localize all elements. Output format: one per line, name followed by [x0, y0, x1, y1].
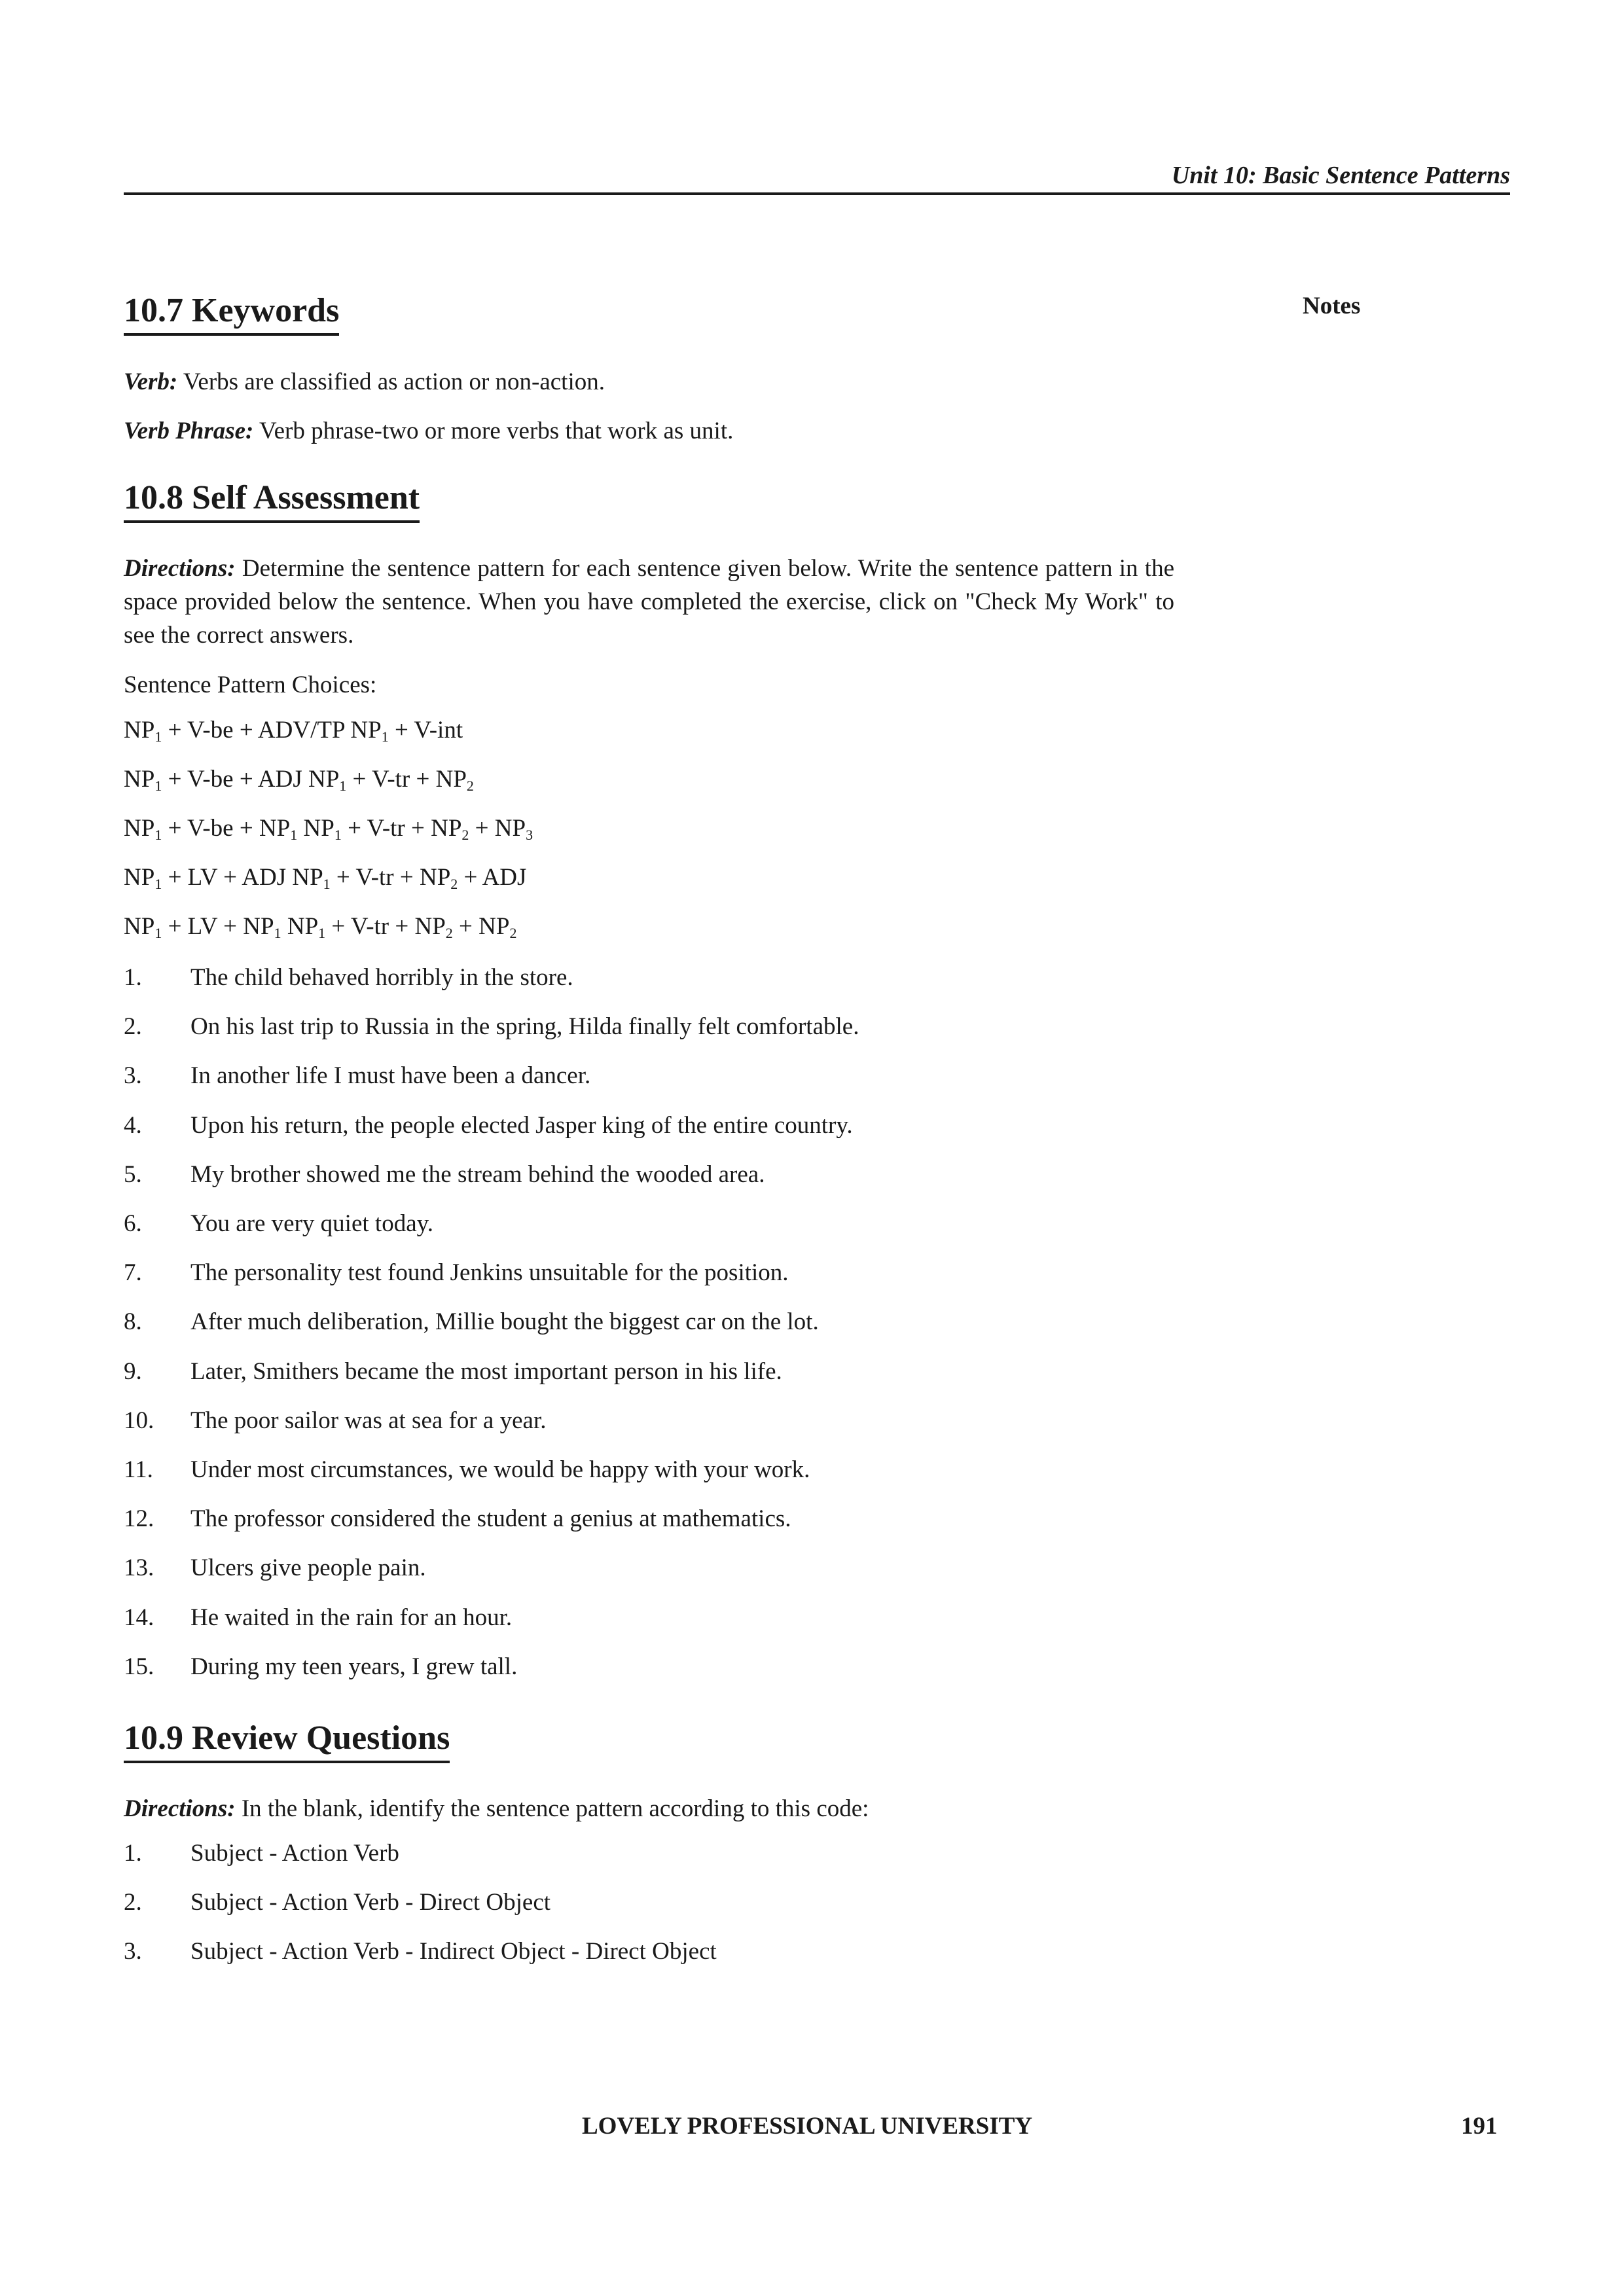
pattern-text: + ADJ: [458, 864, 527, 891]
keyword-verb-phrase: [124, 414, 1174, 448]
sentence-item: [124, 1162, 765, 1187]
item-number: 13.: [124, 1554, 154, 1582]
pattern-choice: [124, 815, 533, 843]
sentence-item: [124, 1310, 819, 1334]
pattern-subscript: 1: [154, 827, 162, 843]
sentence-item: [124, 1655, 517, 1679]
pattern-text: NP: [297, 815, 334, 842]
pattern-text: + V-tr + NP: [346, 766, 467, 793]
keyword-term: Verb Phrase:: [124, 418, 254, 444]
item-text: Later, Smithers became the most important person in his life.: [190, 1357, 782, 1385]
item-number: 15.: [124, 1653, 154, 1680]
item-text: You are very quiet today.: [190, 1210, 433, 1237]
pattern-subscript: 2: [461, 827, 469, 843]
pattern-text: + V-be + ADJ NP: [162, 766, 340, 793]
item-text: The professor considered the student a genius at mathematics.: [190, 1505, 791, 1533]
item-text: After much deliberation, Millie bought the biggest car on the lot.: [190, 1308, 819, 1336]
sentence-item: [124, 1014, 859, 1039]
pattern-text: + LV + NP: [162, 913, 274, 940]
sentence-item: [124, 1211, 433, 1236]
running-header: Unit 10: Basic Sentence Patterns: [1171, 162, 1510, 189]
pattern-choice: [124, 717, 463, 745]
pattern-text: + V-be + NP: [162, 815, 291, 842]
review-directions: [124, 1792, 1174, 1825]
pattern-subscript: 2: [445, 925, 453, 941]
directions-label: Directions:: [124, 1795, 236, 1822]
code-item: [124, 1939, 717, 1964]
code-item: [124, 1890, 550, 1914]
item-number: 14.: [124, 1604, 154, 1631]
pattern-subscript: 1: [154, 925, 162, 941]
item-number: 12.: [124, 1505, 154, 1533]
item-text: Subject - Action Verb: [190, 1840, 399, 1867]
item-text: In another life I must have been a dancer.: [190, 1062, 591, 1090]
sentence-item: [124, 965, 573, 990]
pattern-choices-label: Sentence Pattern Choices:: [124, 672, 377, 698]
margin-notes-label: Notes: [1303, 293, 1361, 319]
pattern-text: + V-tr + NP: [341, 815, 462, 842]
keyword-verb: [124, 365, 1174, 399]
self-assessment-heading: 10.8 Self Assessment: [124, 481, 420, 523]
item-number: 1.: [124, 1840, 142, 1867]
item-text: The poor sailor was at sea for a year.: [190, 1407, 547, 1434]
directions-text: In the blank, identify the sentence pattern according to this code:: [235, 1795, 869, 1822]
item-number: 5.: [124, 1160, 142, 1188]
pattern-choice: [124, 864, 527, 892]
pattern-subscript: 3: [526, 827, 533, 843]
code-item: [124, 1841, 399, 1865]
keyword-definition: Verbs are classified as action or non-action.: [177, 368, 605, 395]
pattern-text: + V-tr + NP: [330, 864, 451, 891]
item-text: Upon his return, the people elected Jasper king of the entire country.: [190, 1111, 853, 1139]
item-text: Subject - Action Verb - Direct Object: [190, 1889, 551, 1916]
pattern-subscript: 1: [339, 778, 347, 794]
item-text: He waited in the rain for an hour.: [190, 1604, 513, 1631]
item-number: 2.: [124, 1013, 142, 1041]
item-number: 9.: [124, 1357, 142, 1385]
item-text: The personality test found Jenkins unsuitable for the position.: [190, 1259, 789, 1287]
pattern-text: NP: [124, 717, 155, 744]
pattern-subscript: 1: [381, 728, 389, 745]
pattern-subscript: 1: [334, 827, 342, 843]
item-number: 3.: [124, 1062, 142, 1090]
item-number: 2.: [124, 1889, 142, 1916]
item-number: 6.: [124, 1210, 142, 1237]
pattern-subscript: 2: [509, 925, 517, 941]
item-text: Ulcers give people pain.: [190, 1554, 426, 1582]
keywords-heading: 10.7 Keywords: [124, 294, 339, 336]
pattern-subscript: 2: [466, 778, 474, 794]
item-number: 7.: [124, 1259, 142, 1287]
pattern-text: NP: [124, 913, 155, 940]
item-number: 10.: [124, 1407, 154, 1434]
pattern-subscript: 1: [318, 925, 326, 941]
page-number: 191: [1461, 2113, 1498, 2140]
pattern-subscript: 1: [274, 925, 281, 941]
directions-text: Determine the sentence pattern for each sentence given below. Write the sentence pattern in the space provided below the sentence. When you have completed the exercise, click on "Check My Work" to see the correct answers.: [124, 555, 1174, 649]
pattern-text: + V-tr + NP: [325, 913, 446, 940]
pattern-subscript: 1: [154, 728, 162, 745]
sentence-item: [124, 1113, 853, 1138]
sentence-item: [124, 1556, 426, 1580]
self-assessment-directions: [124, 552, 1174, 652]
pattern-choice: [124, 766, 474, 794]
item-text: During my teen years, I grew tall.: [190, 1653, 518, 1680]
sentence-item: [124, 1507, 791, 1531]
pattern-choice: [124, 914, 516, 939]
pattern-text: + NP: [452, 913, 510, 940]
pattern-subscript: 1: [154, 778, 162, 794]
item-number: 1.: [124, 964, 142, 991]
pattern-text: NP: [124, 766, 155, 793]
pattern-subscript: 1: [290, 827, 298, 843]
sentence-item: [124, 1064, 590, 1088]
item-text: On his last trip to Russia in the spring, Hilda finally felt comfortable.: [190, 1013, 859, 1041]
footer-university: LOVELY PROFESSIONAL UNIVERSITY: [582, 2113, 1033, 2140]
item-number: 4.: [124, 1111, 142, 1139]
item-number: 11.: [124, 1456, 153, 1483]
keyword-definition: Verb phrase-two or more verbs that work as unit.: [253, 418, 734, 444]
item-text: My brother showed me the stream behind the wooded area.: [190, 1160, 765, 1188]
pattern-subscript: 1: [154, 876, 162, 892]
header-rule: [124, 192, 1510, 195]
item-number: 8.: [124, 1308, 142, 1336]
review-questions-heading: 10.9 Review Questions: [124, 1721, 450, 1763]
item-number: 3.: [124, 1938, 142, 1965]
pattern-text: NP: [124, 815, 155, 842]
pattern-text: + NP: [469, 815, 526, 842]
sentence-item: [124, 1261, 789, 1285]
directions-label: Directions:: [124, 555, 236, 582]
sentence-item: [124, 1408, 546, 1433]
sentence-item: [124, 1605, 512, 1630]
item-text: The child behaved horribly in the store.: [190, 964, 573, 991]
pattern-text: + LV + ADJ NP: [162, 864, 323, 891]
sentence-item: [124, 1458, 810, 1482]
sentence-item: [124, 1359, 782, 1384]
pattern-subscript: 1: [323, 876, 331, 892]
pattern-text: NP: [124, 864, 155, 891]
pattern-text: + V-be + ADV/TP NP: [162, 717, 382, 744]
item-text: Subject - Action Verb - Indirect Object - Direct Object: [190, 1938, 717, 1965]
pattern-subscript: 2: [450, 876, 458, 892]
item-text: Under most circumstances, we would be happy with your work.: [190, 1456, 810, 1483]
keyword-term: Verb:: [124, 368, 178, 395]
pattern-text: NP: [281, 913, 319, 940]
pattern-text: + V-int: [388, 717, 463, 744]
